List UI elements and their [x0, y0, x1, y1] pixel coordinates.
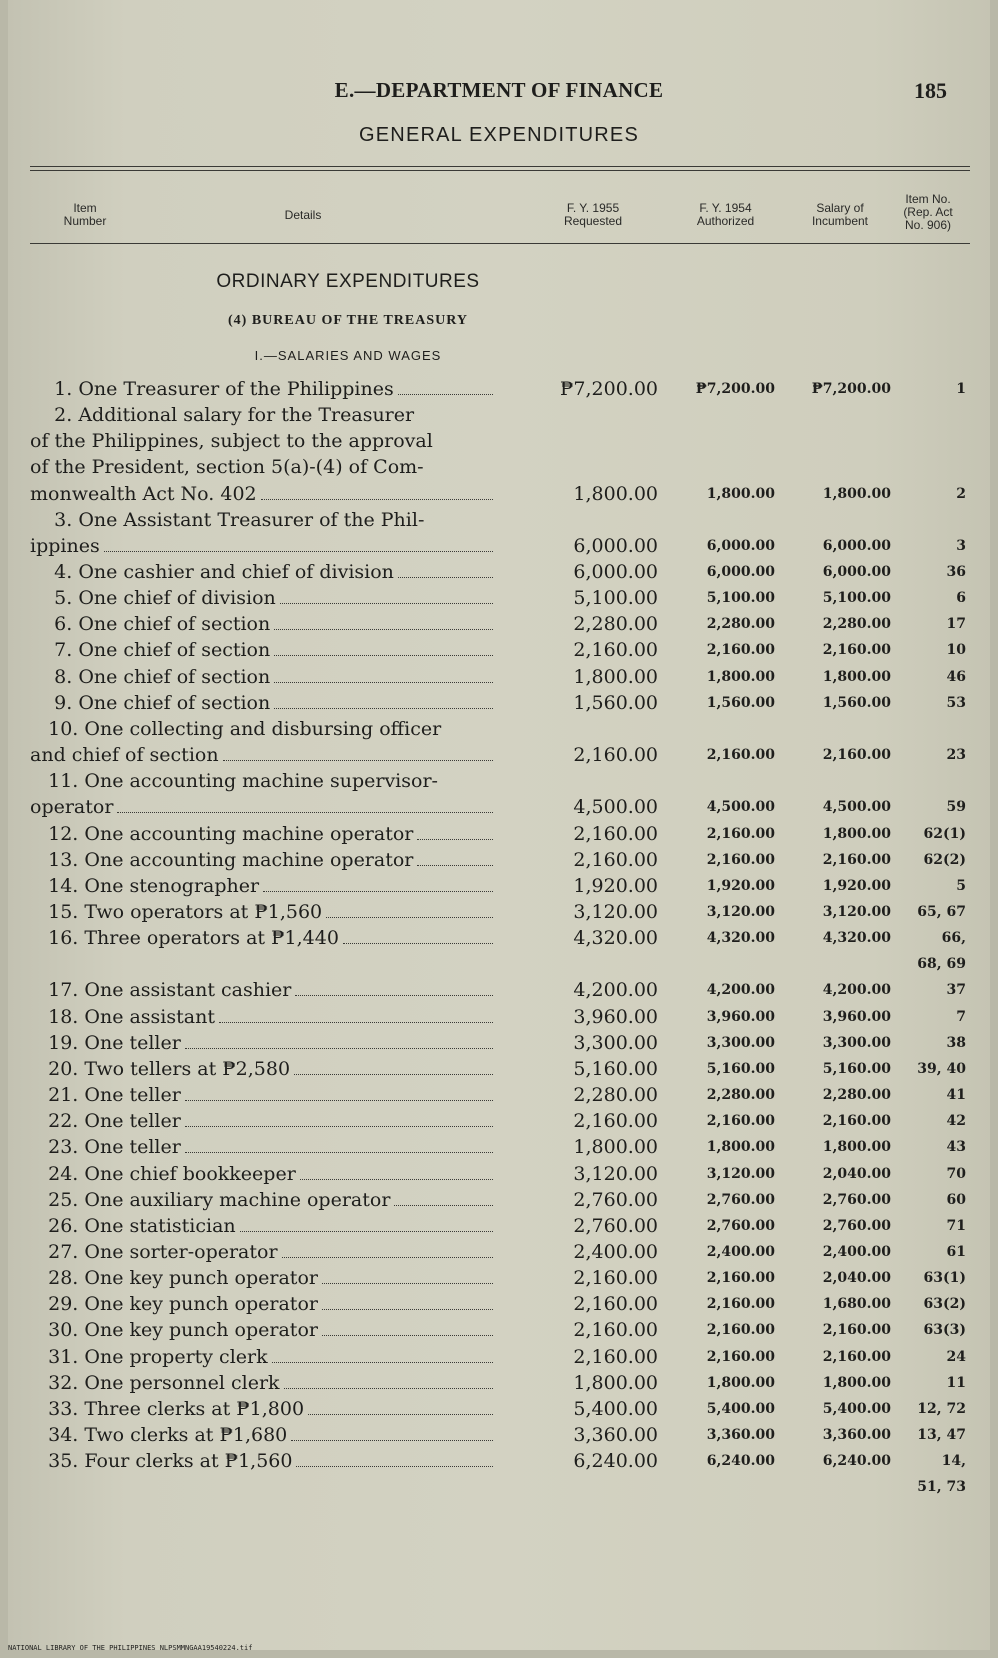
- authorized-amount: 3,120.00: [706, 904, 775, 920]
- dot-leader: [274, 654, 493, 656]
- incumbent-salary: 6,000.00: [822, 564, 891, 580]
- entry-detail-line: [30, 664, 495, 690]
- entry-text: 4. One cashier and chief of division: [30, 561, 394, 583]
- authorized-amount: 1,560.00: [706, 695, 775, 711]
- dot-leader: [272, 1361, 493, 1363]
- dot-leader: [104, 550, 493, 552]
- entry-detail-line: [30, 1134, 495, 1160]
- ra-item-number: 65, 67: [917, 904, 966, 920]
- dot-leader: [219, 1021, 493, 1023]
- ra-item-number: 61: [946, 1244, 966, 1260]
- entry-text: monwealth Act No. 402: [30, 483, 257, 505]
- entry-detail-line: [30, 873, 495, 899]
- entry-detail-line: [30, 899, 495, 925]
- entry-text: 28. One key punch operator: [30, 1267, 318, 1289]
- authorized-amount: 1,920.00: [706, 878, 775, 894]
- entry-text: 18. One assistant: [30, 1006, 215, 1028]
- entry-text: operator: [30, 796, 114, 818]
- dot-leader: [296, 1465, 493, 1467]
- incumbent-salary: 4,500.00: [822, 799, 891, 815]
- entry-detail-line: [30, 1056, 495, 1082]
- requested-amount: 2,160.00: [573, 1110, 658, 1132]
- entry-detail-line: [30, 1239, 495, 1265]
- entry-text: 26. One statistician: [30, 1215, 236, 1237]
- entry-detail-line: [30, 847, 495, 873]
- dot-leader: [322, 1282, 493, 1284]
- entry-detail-line: [30, 925, 495, 951]
- incumbent-salary: 2,040.00: [822, 1270, 891, 1286]
- entry-text: 6. One chief of section: [30, 613, 271, 635]
- document-page: [8, 0, 990, 1650]
- entry-detail-line: [30, 1291, 495, 1317]
- entry-text: 34. Two clerks at ₱1,680: [30, 1424, 288, 1446]
- entry-text: 32. One personnel clerk: [30, 1372, 280, 1394]
- ra-item-number: 63(2): [923, 1296, 966, 1312]
- ra-item-number: 10: [946, 642, 966, 658]
- dot-leader: [308, 1413, 493, 1415]
- incumbent-salary: 2,160.00: [822, 1322, 891, 1338]
- dot-leader: [417, 838, 493, 840]
- authorized-amount: 5,100.00: [706, 590, 775, 606]
- authorized-amount: 3,960.00: [706, 1009, 775, 1025]
- requested-amount: 6,240.00: [573, 1450, 658, 1472]
- ra-item-number: 41: [946, 1087, 966, 1103]
- requested-amount: 2,400.00: [573, 1241, 658, 1263]
- entry-text: 22. One teller: [30, 1110, 181, 1132]
- col-ra-item: Item No. (Rep. Act No. 906): [903, 192, 953, 232]
- authorized-amount: 3,360.00: [706, 1427, 775, 1443]
- requested-amount: 4,200.00: [573, 979, 658, 1001]
- ra-item-number: 59: [946, 799, 966, 815]
- incumbent-salary: 2,280.00: [822, 1087, 891, 1103]
- entry-text: 29. One key punch operator: [30, 1293, 318, 1315]
- entry-text: 8. One chief of section: [30, 666, 271, 688]
- entry-text: 31. One property clerk: [30, 1346, 268, 1368]
- requested-amount: 6,000.00: [573, 535, 658, 557]
- incumbent-salary: 5,400.00: [822, 1401, 891, 1417]
- dot-leader: [280, 602, 493, 604]
- dot-leader: [223, 759, 493, 761]
- ra-item-number: 38: [946, 1035, 966, 1051]
- authorized-amount: 6,240.00: [706, 1453, 775, 1469]
- incumbent-salary: 2,280.00: [822, 616, 891, 632]
- subhead-bureau: (4) BUREAU OF THE TREASURY: [228, 313, 468, 328]
- entry-text: 27. One sorter-operator: [30, 1241, 278, 1263]
- requested-amount: 3,120.00: [573, 1163, 658, 1185]
- dot-leader: [398, 393, 493, 395]
- authorized-amount: 3,300.00: [706, 1035, 775, 1051]
- ra-item-number: 5: [956, 878, 966, 894]
- entry-detail-line: [30, 1265, 495, 1291]
- entry-text: 23. One teller: [30, 1136, 181, 1158]
- ra-item-number: 43: [946, 1139, 966, 1155]
- requested-amount: ₱7,200.00: [559, 378, 658, 400]
- page-number: 185: [914, 78, 947, 103]
- entry-text: and chief of section: [30, 744, 219, 766]
- incumbent-salary: 2,160.00: [822, 747, 891, 763]
- requested-amount: 3,120.00: [573, 901, 658, 923]
- requested-amount: 2,160.00: [573, 849, 658, 871]
- authorized-amount: 4,200.00: [706, 982, 775, 998]
- ra-item-number: 12, 72: [917, 1401, 966, 1417]
- authorized-amount: 4,320.00: [706, 930, 775, 946]
- authorized-amount: 1,800.00: [706, 1375, 775, 1391]
- dot-leader: [185, 1099, 493, 1101]
- requested-amount: 3,960.00: [573, 1006, 658, 1028]
- entry-detail-line: [30, 428, 495, 454]
- requested-amount: 3,360.00: [573, 1424, 658, 1446]
- running-head: E.—DEPARTMENT OF FINANCE: [334, 78, 664, 102]
- entry-text: 1. One Treasurer of the Philippines: [30, 378, 394, 400]
- authorized-amount: 2,760.00: [706, 1218, 775, 1234]
- incumbent-salary: ₱7,200.00: [811, 381, 891, 397]
- incumbent-salary: 2,160.00: [822, 642, 891, 658]
- ra-item-number: 63(1): [923, 1270, 966, 1286]
- requested-amount: 2,760.00: [573, 1189, 658, 1211]
- entry-text: 19. One teller: [30, 1032, 181, 1054]
- authorized-amount: 2,160.00: [706, 1322, 775, 1338]
- ra-item-number: 1: [956, 381, 966, 397]
- incumbent-salary: 1,800.00: [822, 486, 891, 502]
- dot-leader: [300, 1178, 493, 1180]
- entry-detail-line: [30, 637, 495, 663]
- ra-item-number: 60: [946, 1192, 966, 1208]
- incumbent-salary: 4,320.00: [822, 930, 891, 946]
- authorized-amount: 4,500.00: [706, 799, 775, 815]
- dot-leader: [274, 707, 493, 709]
- requested-amount: 1,800.00: [573, 666, 658, 688]
- incumbent-salary: 5,160.00: [822, 1061, 891, 1077]
- incumbent-salary: 2,760.00: [822, 1192, 891, 1208]
- scan-footer: NATIONAL LIBRARY OF THE PHILIPPINES NLPSMMNGAA19540224.tif: [8, 1644, 253, 1652]
- dot-leader: [394, 1204, 493, 1206]
- dot-leader: [322, 1334, 493, 1336]
- incumbent-salary: 3,300.00: [822, 1035, 891, 1051]
- ra-item-number: 46: [946, 669, 966, 685]
- entry-detail-line: [30, 794, 495, 820]
- ra-item-number: 62(2): [923, 852, 966, 868]
- incumbent-salary: 2,760.00: [822, 1218, 891, 1234]
- dot-leader: [240, 1230, 493, 1232]
- entry-text: 7. One chief of section: [30, 639, 271, 661]
- entry-detail-line: [30, 481, 495, 507]
- ra-item-number-cont: 68, 69: [917, 956, 966, 972]
- incumbent-salary: 6,000.00: [822, 538, 891, 554]
- ra-item-number: 23: [946, 747, 966, 763]
- dot-leader: [343, 942, 493, 944]
- entry-detail-line: [30, 1422, 495, 1448]
- ra-item-number: 7: [956, 1009, 966, 1025]
- incumbent-salary: 1,800.00: [822, 1139, 891, 1155]
- authorized-amount: 2,160.00: [706, 1349, 775, 1365]
- dot-leader: [284, 1387, 493, 1389]
- authorized-amount: 1,800.00: [706, 669, 775, 685]
- authorized-amount: 3,120.00: [706, 1166, 775, 1182]
- requested-amount: 5,160.00: [573, 1058, 658, 1080]
- entry-text: 25. One auxiliary machine operator: [30, 1189, 391, 1211]
- requested-amount: 4,500.00: [573, 796, 658, 818]
- authorized-amount: 2,160.00: [706, 747, 775, 763]
- entry-detail-line: [30, 1004, 495, 1030]
- requested-amount: 1,800.00: [573, 483, 658, 505]
- entry-detail-line: [30, 1108, 495, 1134]
- requested-amount: 5,400.00: [573, 1398, 658, 1420]
- ra-item-number: 71: [946, 1218, 966, 1234]
- entry-text: 11. One accounting machine supervisor-: [30, 770, 438, 792]
- entry-detail-line: [30, 742, 495, 768]
- header-bottom-rule: [30, 243, 970, 244]
- incumbent-salary: 2,160.00: [822, 1113, 891, 1129]
- dot-leader: [294, 1073, 493, 1075]
- ra-item-number: 37: [946, 982, 966, 998]
- requested-amount: 2,760.00: [573, 1215, 658, 1237]
- entry-detail-line: [30, 977, 495, 1003]
- entry-text: 33. Three clerks at ₱1,800: [30, 1398, 305, 1420]
- incumbent-salary: 2,160.00: [822, 1349, 891, 1365]
- entry-detail-line: [30, 768, 495, 794]
- dot-leader: [185, 1047, 493, 1049]
- authorized-amount: 5,400.00: [706, 1401, 775, 1417]
- entry-detail-line: [30, 1370, 495, 1396]
- entry-detail-line: [30, 1161, 495, 1187]
- col-incumbent: Salary of Incumbent: [811, 201, 869, 228]
- ra-item-number: 24: [946, 1349, 966, 1365]
- authorized-amount: 2,760.00: [706, 1192, 775, 1208]
- ra-item-number: 39, 40: [917, 1061, 966, 1077]
- ra-item-number: 53: [946, 695, 966, 711]
- entry-detail-line: [30, 716, 495, 742]
- entry-text: 24. One chief bookkeeper: [30, 1163, 296, 1185]
- ra-item-number: 6: [956, 590, 966, 606]
- entry-text: 5. One chief of division: [30, 587, 276, 609]
- ra-item-number: 66,: [941, 930, 966, 946]
- incumbent-salary: 2,160.00: [822, 852, 891, 868]
- entry-detail-line: [30, 1082, 495, 1108]
- col-details: Details: [284, 208, 322, 222]
- entry-text: 10. One collecting and disbursing officer: [30, 718, 442, 740]
- authorized-amount: 2,160.00: [706, 852, 775, 868]
- requested-amount: 3,300.00: [573, 1032, 658, 1054]
- entry-text: 21. One teller: [30, 1084, 181, 1106]
- authorized-amount: 2,160.00: [706, 826, 775, 842]
- ra-item-number: 42: [946, 1113, 966, 1129]
- dot-leader: [295, 994, 493, 996]
- entry-text: 17. One assistant cashier: [30, 979, 292, 1001]
- section-title: GENERAL EXPENDITURES: [359, 124, 639, 146]
- ra-item-number: 63(3): [923, 1322, 966, 1338]
- requested-amount: 1,800.00: [573, 1136, 658, 1158]
- entry-text: 35. Four clerks at ₱1,560: [30, 1450, 293, 1472]
- requested-amount: 2,160.00: [573, 823, 658, 845]
- entry-text: ippines: [30, 535, 100, 557]
- dot-leader: [282, 1256, 493, 1258]
- entry-text: 9. One chief of section: [30, 692, 271, 714]
- authorized-amount: 2,160.00: [706, 1113, 775, 1129]
- requested-amount: 2,160.00: [573, 1346, 658, 1368]
- authorized-amount: 2,400.00: [706, 1244, 775, 1260]
- entry-detail-line: [30, 507, 495, 533]
- entry-text: 3. One Assistant Treasurer of the Phil-: [30, 509, 425, 531]
- ra-item-number: 62(1): [923, 826, 966, 842]
- requested-amount: 2,160.00: [573, 1267, 658, 1289]
- dot-leader: [274, 628, 493, 630]
- entry-text: 20. Two tellers at ₱2,580: [30, 1058, 291, 1080]
- entry-text: of the President, section 5(a)-(4) of Com-: [30, 456, 424, 478]
- ra-item-number: 14,: [941, 1453, 966, 1469]
- dot-leader: [185, 1151, 493, 1153]
- dot-leader: [117, 811, 493, 813]
- subhead-salaries: I.—SALARIES AND WAGES: [254, 348, 442, 363]
- incumbent-salary: 1,920.00: [822, 878, 891, 894]
- entry-text: of the Philippines, subject to the approval: [30, 430, 433, 452]
- entry-detail-line: [30, 376, 495, 402]
- dot-leader: [261, 498, 493, 500]
- requested-amount: 2,160.00: [573, 1293, 658, 1315]
- incumbent-salary: 2,400.00: [822, 1244, 891, 1260]
- authorized-amount: 1,800.00: [706, 486, 775, 502]
- dot-leader: [263, 890, 493, 892]
- entry-detail-line: [30, 402, 495, 428]
- authorized-amount: 2,160.00: [706, 642, 775, 658]
- entry-text: 2. Additional salary for the Treasurer: [30, 404, 415, 426]
- entry-detail-line: [30, 585, 495, 611]
- incumbent-salary: 4,200.00: [822, 982, 891, 998]
- col-item-number: Item Number: [63, 201, 107, 228]
- entry-text: 13. One accounting machine operator: [30, 849, 414, 871]
- incumbent-salary: 1,560.00: [822, 695, 891, 711]
- entry-detail-line: [30, 1213, 495, 1239]
- ra-item-number: 17: [946, 616, 966, 632]
- entry-detail-line: [30, 1344, 495, 1370]
- dot-leader: [326, 916, 493, 918]
- top-rule-2: [30, 170, 970, 171]
- dot-leader: [185, 1125, 493, 1127]
- entry-detail-line: [30, 1396, 495, 1422]
- entry-text: 14. One stenographer: [30, 875, 260, 897]
- entry-detail-line: [30, 1187, 495, 1213]
- entry-detail-line: [30, 1030, 495, 1056]
- requested-amount: 4,320.00: [573, 927, 658, 949]
- dot-leader: [322, 1308, 493, 1310]
- entry-detail-line: [30, 690, 495, 716]
- entry-detail-line: [30, 533, 495, 559]
- incumbent-salary: 3,360.00: [822, 1427, 891, 1443]
- authorized-amount: 5,160.00: [706, 1061, 775, 1077]
- requested-amount: 2,160.00: [573, 744, 658, 766]
- authorized-amount: 2,160.00: [706, 1270, 775, 1286]
- dot-leader: [398, 576, 493, 578]
- requested-amount: 6,000.00: [573, 561, 658, 583]
- authorized-amount: 2,280.00: [706, 616, 775, 632]
- dot-leader: [417, 864, 493, 866]
- ra-item-number-cont: 51, 73: [917, 1479, 966, 1495]
- requested-amount: 2,160.00: [573, 1319, 658, 1341]
- requested-amount: 5,100.00: [573, 587, 658, 609]
- authorized-amount: ₱7,200.00: [695, 381, 775, 397]
- incumbent-salary: 5,100.00: [822, 590, 891, 606]
- ra-item-number: 13, 47: [917, 1427, 966, 1443]
- entry-detail-line: [30, 821, 495, 847]
- entry-detail-line: [30, 611, 495, 637]
- incumbent-salary: 1,800.00: [822, 1375, 891, 1391]
- requested-amount: 1,560.00: [573, 692, 658, 714]
- authorized-amount: 6,000.00: [706, 538, 775, 554]
- incumbent-salary: 3,120.00: [822, 904, 891, 920]
- ra-item-number: 3: [956, 538, 966, 554]
- incumbent-salary: 1,800.00: [822, 826, 891, 842]
- entry-text: 12. One accounting machine operator: [30, 823, 414, 845]
- entry-detail-line: [30, 1317, 495, 1343]
- authorized-amount: 6,000.00: [706, 564, 775, 580]
- entry-detail-line: [30, 1448, 495, 1474]
- dot-leader: [274, 681, 493, 683]
- col-authorized: F. Y. 1954 Authorized: [696, 201, 755, 228]
- ra-item-number: 2: [956, 486, 966, 502]
- authorized-amount: 1,800.00: [706, 1139, 775, 1155]
- entry-text: 16. Three operators at ₱1,440: [30, 927, 339, 949]
- incumbent-salary: 1,800.00: [822, 669, 891, 685]
- incumbent-salary: 3,960.00: [822, 1009, 891, 1025]
- ra-item-number: 36: [946, 564, 966, 580]
- col-requested: F. Y. 1955 Requested: [563, 201, 623, 228]
- entry-detail-line: [30, 454, 495, 480]
- authorized-amount: 2,280.00: [706, 1087, 775, 1103]
- subhead-ordinary: ORDINARY EXPENDITURES: [216, 271, 480, 292]
- requested-amount: 2,160.00: [573, 639, 658, 661]
- entry-detail-line: [30, 559, 495, 585]
- requested-amount: 2,280.00: [573, 613, 658, 635]
- requested-amount: 1,920.00: [573, 875, 658, 897]
- incumbent-salary: 2,040.00: [822, 1166, 891, 1182]
- authorized-amount: 2,160.00: [706, 1296, 775, 1312]
- ra-item-number: 70: [946, 1166, 966, 1182]
- dot-leader: [291, 1439, 493, 1441]
- ra-item-number: 11: [946, 1375, 966, 1391]
- top-rule: [30, 166, 970, 167]
- incumbent-salary: 1,680.00: [822, 1296, 891, 1312]
- entry-text: 30. One key punch operator: [30, 1319, 318, 1341]
- requested-amount: 2,280.00: [573, 1084, 658, 1106]
- requested-amount: 1,800.00: [573, 1372, 658, 1394]
- entry-text: 15. Two operators at ₱1,560: [30, 901, 323, 923]
- incumbent-salary: 6,240.00: [822, 1453, 891, 1469]
